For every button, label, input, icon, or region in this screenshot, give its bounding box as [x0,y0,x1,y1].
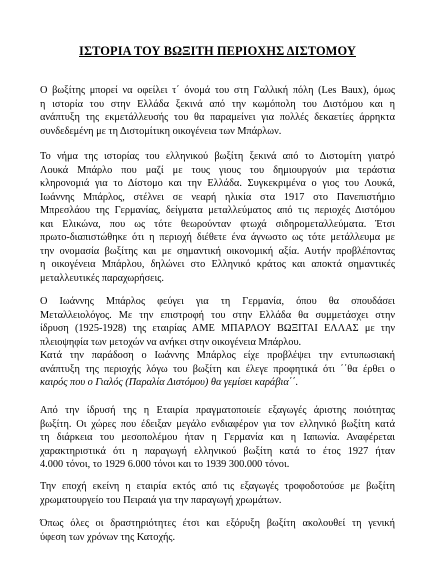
text-line: χρωματουργείο του Πειραιά για την παραγωγή χρωμάτων. [40,494,282,506]
text-line: Μεταλλειολόγος. Με την επιστροφή του στην Ελλάδα θα συμμετάσχει στην [40,309,395,321]
text-line: Κατά την παράδοση ο Ιωάννης Μπάρλος είχε προβλέψει την εντυπωσιακή [40,350,395,361]
text-line: ίδρυση (1925-1928) της εταιρίας ΑΜΕ ΜΠΑΡΛΟΥ ΒΩΞΙΤΑΙ ΕΛΛΑΣ με την [40,323,395,334]
text-line: την ονομασία βωξίτης και με σημαντική οικονομική αξία. Αυτήν προβλέποντας [40,245,395,257]
text-line: συνδεδεμένη με τη Διστομίτικη οικογένεια των Μπάρλων. [40,125,282,137]
text-line: Ο βωξίτης μπορεί να οφείλει τ΄ όνομά του στη Γαλλική πόλη (Les Baux), όμως [40,85,395,96]
text-line: και Ελικώνα, που ως τότε θεωρούνταν φτωχά σιδηρομεταλλεύματα. Έτσι [40,218,395,230]
text-line: Όπως όλες οι δραστηριότητες έτσι και εξόρυξη βωξίτη ακολουθεί τη γενική [40,518,395,529]
text-line: 4.000 τόνοι, το 1929 6.000 τόνοι και το 1939 300.000 τόνοι. [40,459,290,470]
text-line: πλειοψηφία των μετοχών να ανήκει στην οικογένεια Μπάρλου. [40,336,302,348]
paragraph-occupation [40,517,395,544]
paragraph-les-baux [40,84,395,138]
paragraph-exports [40,404,395,472]
text-line: η ιστορία του στην Ελλάδα ξεκινά από την κωμόπολη του Διστόμου και η [40,98,395,110]
text-line: Ο Ιωάννης Μπάρλος φεύγει για τη Γερμανία, όπου θα σπουδάσει [40,296,395,307]
text-line: χαρακτηριστικά ότι η παραγωγή ελληνικού βωξίτη κατά το έτος 1927 ήταν [40,445,395,457]
text-line: Λουκά Μπάρλο που μαζί με τους γιους του δημιουργούν μια τεράστια [40,164,395,176]
paragraph-ioannis-barlos [40,295,395,390]
text-line: κληρονομιά για το Δίστομο και την Ελλάδα. Συγκεκριμένα ο γιος του Λουκά, [40,178,395,189]
prophecy-quote-line: καιρός που ο Γιαλός (Παραλία Διστόμου) θα γεμίσει καράβια΄΄. [40,377,299,388]
text-line: μεταλλευτικές παραχωρήσεις. [40,272,164,284]
text-line: Μπρεσλάου της Γερμανίας, δείγματα μεταλλεύματος από τις περιοχές Διστόμου [40,205,395,216]
document-title: ΙΣΤΟΡΙΑ ΤΟΥ ΒΩΞΙΤΗ ΠΕΡΙΟΧΗΣ ΔΙΣΤΟΜΟΥ [79,44,356,58]
text-line: ανάπτυξη της περιοχής λόγω του βωξίτη και έλεγε προφητικά ότι ΄΄θα έρθει ο [40,363,395,375]
text-line: Το νήμα της ιστορίας του ελληνικού βωξίτη ξεκινά από το Διστομίτη γιατρό [40,151,395,162]
paragraph-loukas-barlos [40,150,395,285]
text-line: πρωτο-διαπιστώθηκε ότι η περιοχή διέθετε ένα άγνωστο ως τότε μετάλλευμα με [40,232,395,243]
text-line: ανάπτυξη της εκμετάλλευσής του θα παραμείνει για πολλές δεκαετίες άρρηκτα [40,112,395,123]
text-line: τη διάρκεια του μεσοπολέμου ήταν η Γερμανία και η Ιαπωνία. Αναφέρεται [40,432,395,443]
paragraph-piraeus [40,480,395,507]
text-line: Από την ίδρυσή της η Εταιρία πραγματοποιείε εξαγωγές άριστης ποιότητας [40,405,395,416]
text-line: Ιωάννης Μπάρλος, στέλνει σε νεαρή ηλικία στα 1917 στο Πανεπιστήμιο [40,191,395,203]
text-line: βωξίτη. Οι χώρες που έδειξαν μεγάλο ενδιαφέρον για τον ελληνικό βωξίτη κατά [40,418,395,430]
text-line: ύφεση των χρόνων της Κατοχής. [40,531,176,543]
text-line: Την εποχή εκείνη η εταιρία εκτός από τις εξαγωγές τροφοδοτούσε με βωξίτη [40,481,395,492]
text-line: η οικογένεια Μπάρλου, δηλώνει στο Ελληνικό κράτος και αποκτά σημαντικές [40,259,395,270]
